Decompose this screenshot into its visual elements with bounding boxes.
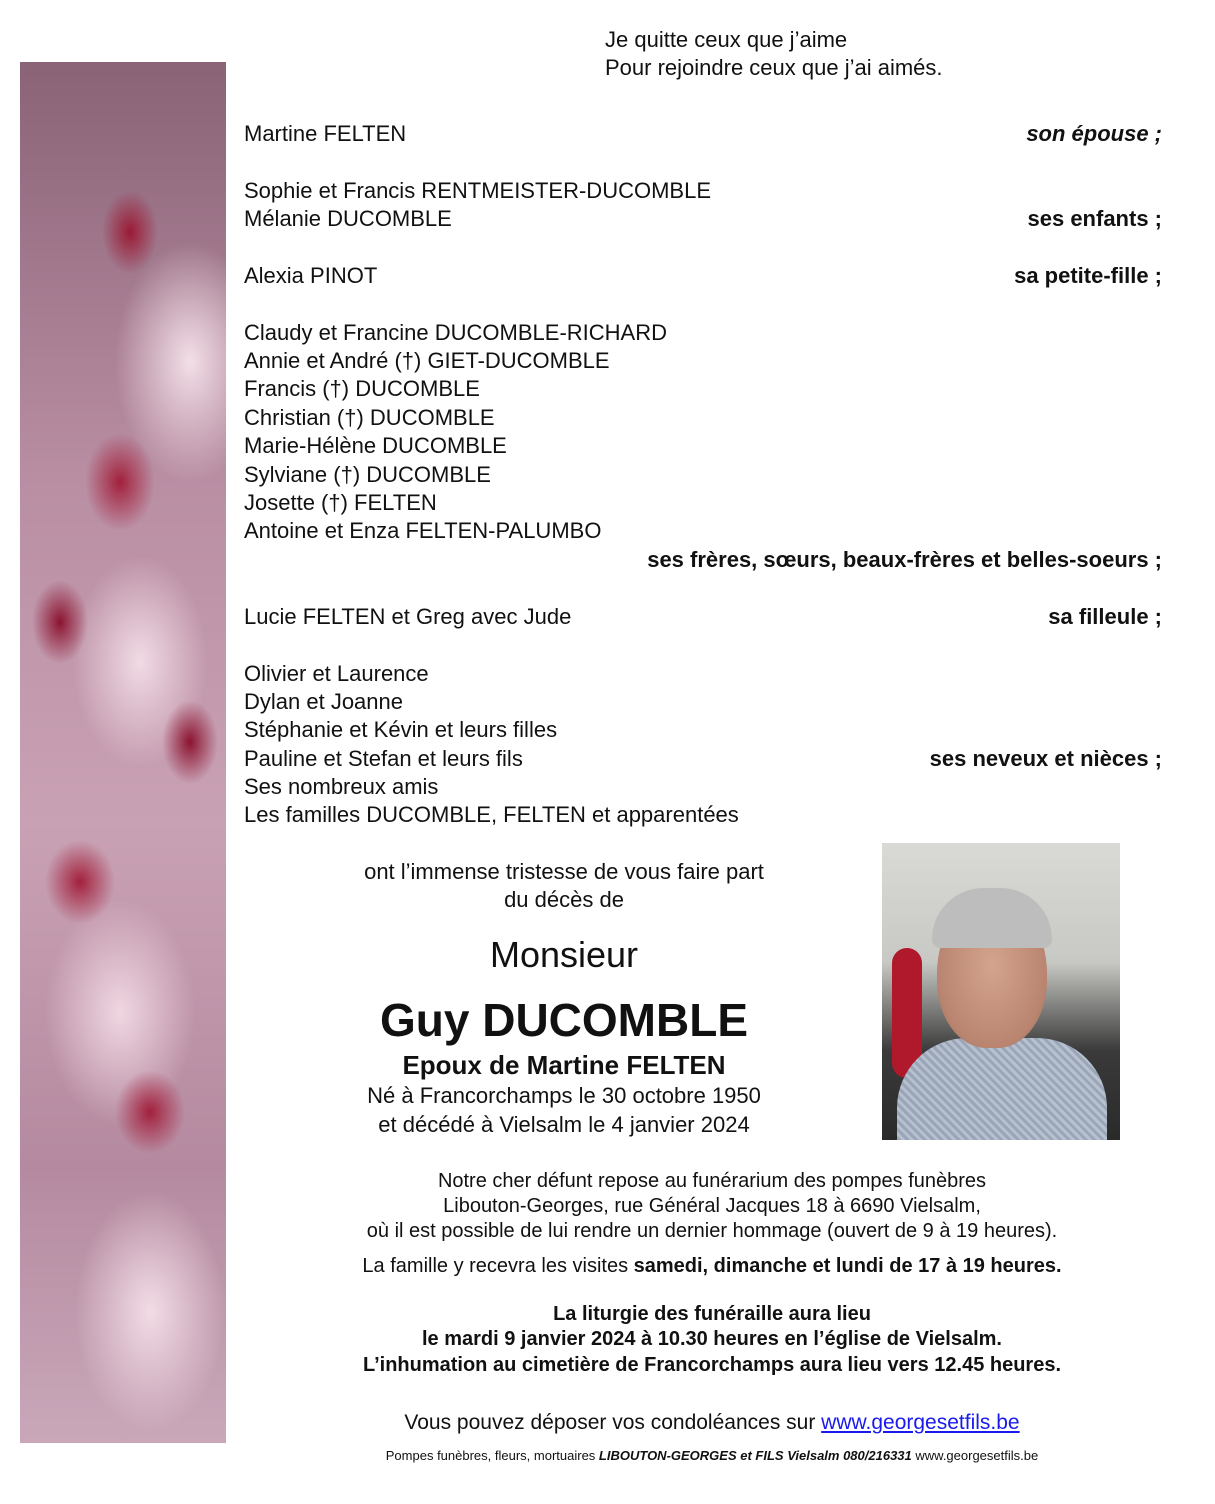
family-name: Sylviane (†) DUCOMBLE	[244, 462, 491, 487]
family-name: Pauline et Stefan et leurs fils	[244, 746, 523, 771]
family-name: Christian (†) DUCOMBLE	[244, 405, 495, 430]
family-name: Lucie FELTEN et Greg avec Jude	[244, 604, 572, 629]
announcement: du décès de	[504, 887, 624, 912]
rest-info: Libouton-Georges, rue Général Jacques 18 à 6690 Vielsalm,	[443, 1195, 981, 1217]
condolences-line: Vous pouvez déposer vos condoléances sur www.georgesetfils.be	[404, 1411, 1020, 1434]
family-name: Antoine et Enza FELTEN-PALUMBO	[244, 518, 602, 543]
quote-line: Pour rejoindre ceux que j’ai aimés.	[605, 55, 943, 80]
family-name: Josette (†) FELTEN	[244, 490, 437, 515]
relation-label: ses enfants ;	[1027, 206, 1162, 231]
rest-info: où il est possible de lui rendre un dernier hommage (ouvert de 9 à 19 heures).	[366, 1220, 1058, 1242]
liturgy-info: La liturgie des funéraille aura lieu	[553, 1303, 871, 1325]
footer: Pompes funèbres, fleurs, mortuaires LIBOUTON-GEORGES et FILS Vielsalm 080/216331 www.georgesetfils.be	[385, 1448, 1039, 1463]
liturgy-info: le mardi 9 janvier 2024 à 10.30 heures en l’église de Vielsalm.	[422, 1328, 1002, 1350]
deceased-name: Guy DUCOMBLE	[380, 994, 748, 1046]
liturgy-info: L’inhumation au cimetière de Francorchamps aura lieu vers 12.45 heures.	[362, 1354, 1062, 1376]
relation-label: sa filleule ;	[1048, 604, 1162, 629]
announcement: ont l’immense tristesse de vous faire part	[364, 859, 764, 884]
condolences-link[interactable]: www.georgesetfils.be	[821, 1411, 1020, 1434]
family-name: Annie et André (†) GIET-DUCOMBLE	[244, 348, 610, 373]
rest-info: Notre cher défunt repose au funérarium des pompes funèbres	[437, 1170, 987, 1192]
family-name: Ses nombreux amis	[244, 774, 439, 799]
family-name: Dylan et Joanne	[244, 689, 403, 714]
family-name: Claudy et Francine DUCOMBLE-RICHARD	[244, 320, 667, 345]
relation-label: ses frères, sœurs, beaux-frères et belles-soeurs ;	[647, 547, 1162, 572]
family-name: Alexia PINOT	[244, 263, 378, 288]
family-name: Olivier et Laurence	[244, 661, 429, 686]
family-name: Mélanie DUCOMBLE	[244, 206, 452, 231]
visits-info: La famille y recevra les visites samedi, dimanche et lundi de 17 à 19 heures.	[362, 1255, 1062, 1277]
family-name: Sophie et Francis RENTMEISTER-DUCOMBLE	[244, 178, 711, 203]
family-name: Francis (†) DUCOMBLE	[244, 376, 480, 401]
family-name: Stéphanie et Kévin et leurs filles	[244, 717, 558, 742]
deceased-portrait-photo	[882, 843, 1120, 1140]
quote-line: Je quitte ceux que j’aime	[605, 27, 848, 52]
deceased-title: Monsieur	[489, 934, 639, 975]
spouse-line: Epoux de Martine FELTEN	[402, 1050, 726, 1080]
family-name: Les familles DUCOMBLE, FELTEN et apparentées	[244, 802, 739, 827]
death-line: et décédé à Vielsalm le 4 janvier 2024	[378, 1112, 750, 1137]
relation-label: ses neveux et nièces ;	[929, 746, 1162, 771]
family-name: Martine FELTEN	[244, 121, 407, 146]
relation-label: sa petite-fille ;	[1014, 263, 1162, 288]
floral-border-image	[20, 62, 226, 1443]
birth-line: Né à Francorchamps le 30 octobre 1950	[367, 1083, 761, 1108]
family-name: Marie-Hélène DUCOMBLE	[244, 433, 507, 458]
relation-label: son épouse ;	[1026, 121, 1162, 146]
